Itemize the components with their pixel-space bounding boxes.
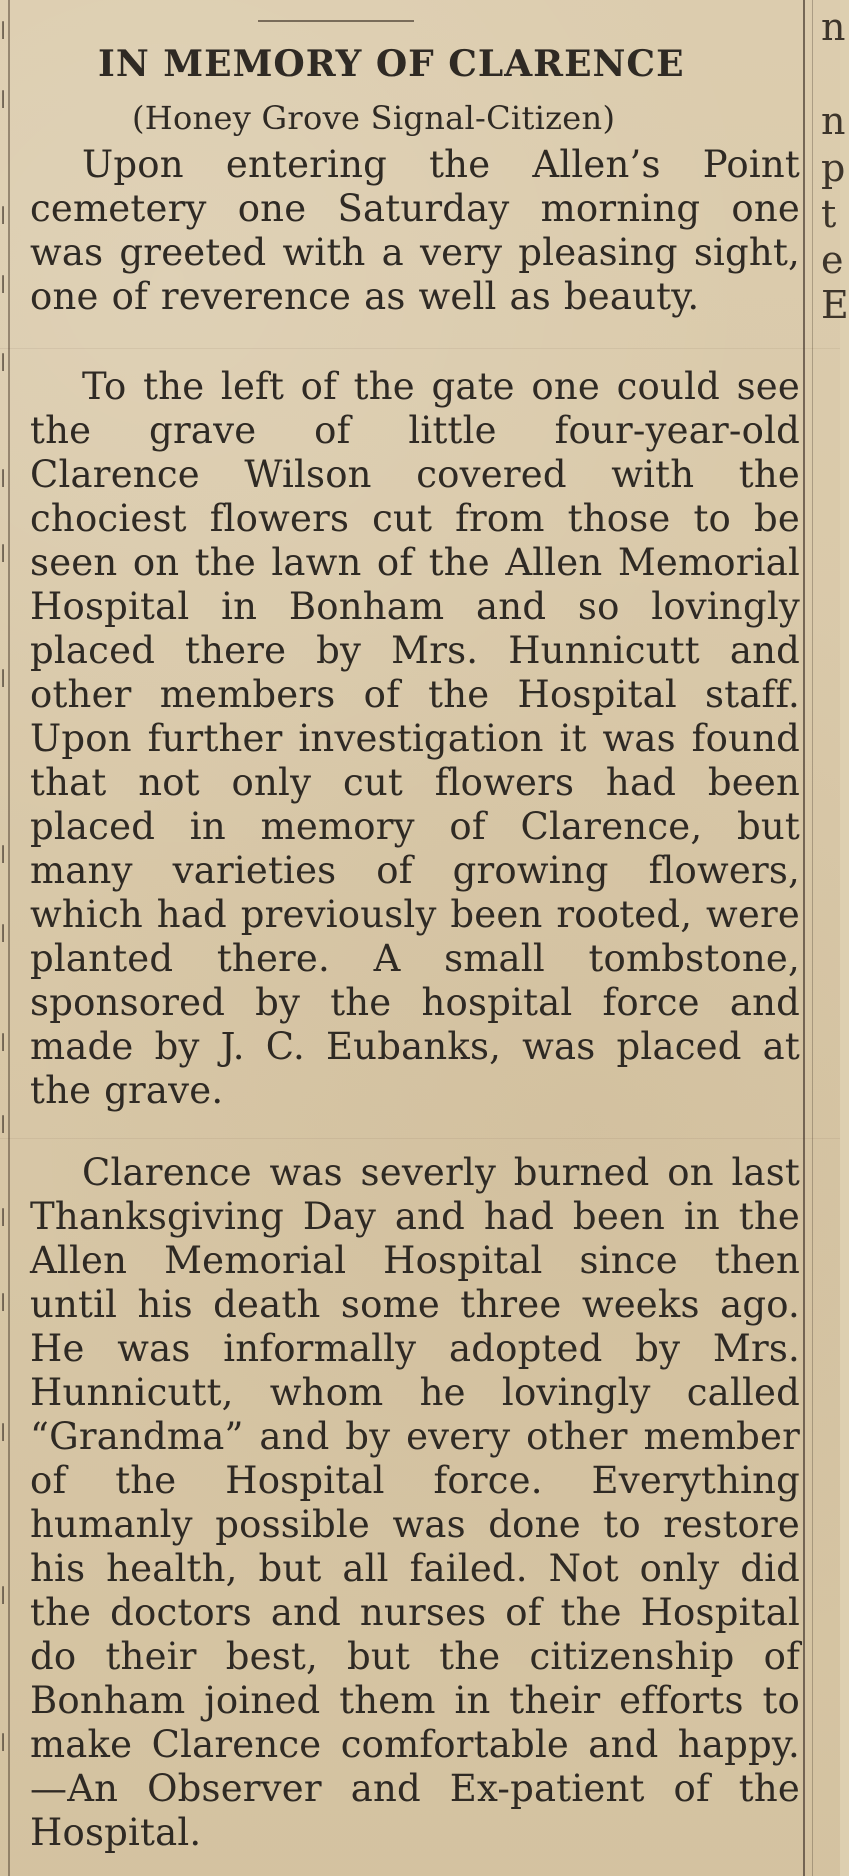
column-mark: | bbox=[0, 1206, 7, 1227]
adjacent-letter-fragment: e bbox=[821, 238, 844, 282]
column-mark: | bbox=[0, 1031, 7, 1052]
column-mark: | bbox=[0, 542, 7, 563]
column-mark: | bbox=[0, 922, 7, 943]
article-paragraph: To the left of the gate one could see the grave of little four-year-old Clarence Wilson covered with the chociest flowers cut from those to be seen on the lawn of the Allen Memorial Hospital in Bonham and so lovingly placed there by Mrs. Hunnicutt and other members of the Hospital staff. Upon further investigation it was found that not only cut flowers had been placed in memory of Clarence, but many varieties of growing flowers, which had previously been rooted, were planted there. A small tombstone, sponsored by the hospital force and made by J. C. Eubanks, was placed at the grave. bbox=[30, 365, 800, 1112]
column-mark: | bbox=[0, 1113, 7, 1134]
article-headline: IN MEMORY OF CLARENCE bbox=[98, 43, 685, 85]
column-mark: | bbox=[0, 467, 7, 488]
column-mark: | bbox=[0, 667, 7, 688]
right-column-rule bbox=[803, 0, 805, 1876]
adjacent-letter-fragment: n bbox=[821, 5, 846, 49]
article bbox=[30, 0, 800, 1876]
column-mark: | bbox=[0, 19, 7, 40]
column-mark: | bbox=[0, 1291, 7, 1312]
adjacent-letter-fragment: t bbox=[821, 192, 837, 236]
column-mark: | bbox=[0, 1421, 7, 1442]
adjacent-letter-fragment: n bbox=[821, 99, 846, 143]
article-paragraph: Upon entering the Allen’s Point cemetery one Saturday morning one was greeted with a very pleasing sight, one of reverence as well as beauty. bbox=[30, 143, 800, 318]
column-mark: | bbox=[0, 1731, 7, 1752]
adjacent-column-fragments bbox=[815, 0, 849, 1876]
article-source: (Honey Grove Signal-Citizen) bbox=[132, 99, 616, 137]
adjacent-letter-fragment: p bbox=[821, 146, 846, 190]
article-paragraph: Clarence was severly burned on last Thanksgiving Day and had been in the Allen Memorial Hospital since then until his death some three weeks ago. He was informally adopted by Mrs. Hunnicutt, whom he lovingly called “Grandma” and by every other member of the Hospital force. Everything humanly possible was done to restore his health, but all failed. Not only did the doctors and nurses of the Hospital do their best, but the citizenship of Bonham joined them in their efforts to make Clarence comfortable and happy.—An Observer and Ex-patient of the Hospital. bbox=[30, 1151, 800, 1854]
column-mark: | bbox=[0, 204, 7, 225]
column-mark: | bbox=[0, 843, 7, 864]
column-mark: | bbox=[0, 88, 7, 109]
column-mark: | bbox=[0, 273, 7, 294]
headline-rule bbox=[258, 20, 414, 22]
adjacent-letter-fragment: E bbox=[821, 283, 849, 327]
column-mark: | bbox=[0, 351, 7, 372]
right-column-inner-rule bbox=[812, 0, 813, 1876]
left-column-marks bbox=[0, 0, 12, 1876]
column-mark: | bbox=[0, 1584, 7, 1605]
